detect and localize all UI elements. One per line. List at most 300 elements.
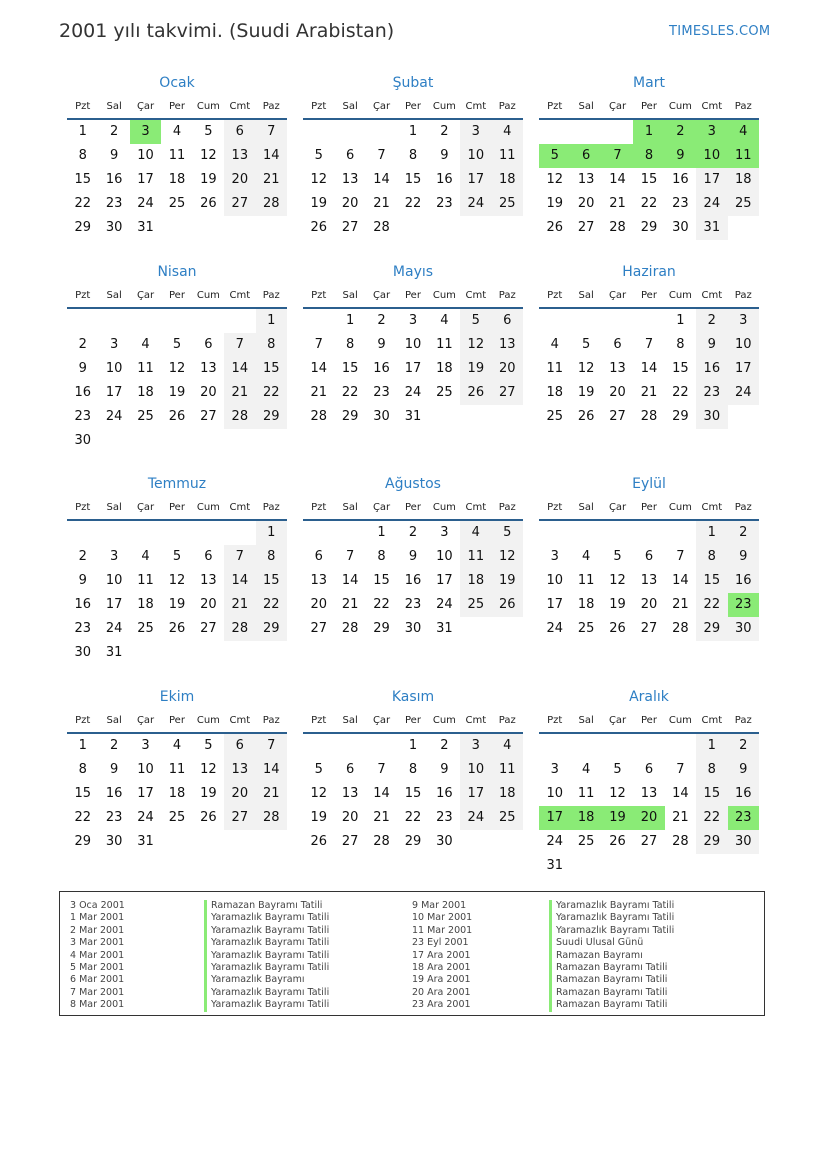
- day-cell[interactable]: 5: [613, 549, 622, 564]
- day-cell[interactable]: 25: [460, 593, 491, 617]
- day-cell[interactable]: 7: [644, 337, 654, 352]
- day-cell[interactable]: 26: [609, 621, 626, 636]
- day-cell[interactable]: 17: [696, 168, 727, 192]
- day-cell[interactable]: 28: [310, 409, 327, 424]
- day-cell[interactable]: 13: [341, 786, 359, 801]
- day-cell[interactable]: 27: [609, 409, 626, 424]
- day-cell[interactable]: 15: [640, 172, 658, 187]
- day-cell[interactable]: 12: [310, 172, 327, 187]
- day-cell[interactable]: 5: [581, 337, 591, 352]
- day-cell[interactable]: 15: [696, 782, 727, 806]
- day-cell[interactable]: 14: [310, 361, 327, 376]
- day-cell[interactable]: 8: [696, 545, 727, 569]
- day-cell[interactable]: 23: [105, 196, 123, 211]
- day-cell[interactable]: 11: [168, 762, 186, 777]
- day-cell[interactable]: 19: [310, 196, 327, 211]
- day-cell[interactable]: 14: [373, 172, 390, 187]
- day-cell[interactable]: 28: [672, 621, 689, 636]
- day-cell[interactable]: 2: [78, 337, 87, 352]
- day-cell[interactable]: 25: [168, 810, 186, 825]
- day-cell[interactable]: 28: [256, 806, 287, 830]
- day-cell[interactable]: 1: [345, 313, 355, 328]
- day-cell[interactable]: 29: [256, 405, 287, 429]
- holiday-day-cell[interactable]: 19: [602, 806, 633, 830]
- day-cell[interactable]: 8: [696, 758, 727, 782]
- day-cell[interactable]: 12: [168, 361, 186, 376]
- day-cell[interactable]: 30: [373, 409, 390, 424]
- day-cell[interactable]: 15: [696, 569, 727, 593]
- day-cell[interactable]: 4: [172, 124, 182, 139]
- day-cell[interactable]: 29: [373, 621, 390, 636]
- day-cell[interactable]: 14: [341, 573, 359, 588]
- day-cell[interactable]: 2: [440, 738, 449, 753]
- day-cell[interactable]: 11: [460, 545, 491, 569]
- day-cell[interactable]: 30: [728, 617, 759, 641]
- holiday-day-cell[interactable]: 10: [696, 144, 727, 168]
- day-cell[interactable]: 4: [141, 337, 150, 352]
- day-cell[interactable]: 22: [672, 385, 689, 400]
- day-cell[interactable]: 16: [105, 172, 123, 187]
- day-cell[interactable]: 22: [404, 810, 422, 825]
- day-cell[interactable]: 29: [74, 220, 91, 235]
- day-cell[interactable]: 23: [373, 385, 390, 400]
- day-cell[interactable]: 19: [168, 597, 186, 612]
- day-cell[interactable]: 25: [492, 192, 523, 216]
- day-cell[interactable]: 30: [404, 621, 422, 636]
- day-cell[interactable]: 23: [74, 621, 91, 636]
- day-cell[interactable]: 5: [172, 549, 182, 564]
- day-cell[interactable]: 31: [696, 216, 727, 240]
- day-cell[interactable]: 1: [256, 521, 287, 545]
- day-cell[interactable]: 8: [256, 333, 287, 357]
- day-cell[interactable]: 30: [672, 220, 689, 235]
- day-cell[interactable]: 7: [676, 549, 685, 564]
- day-cell[interactable]: 19: [609, 597, 626, 612]
- day-cell[interactable]: 5: [460, 309, 491, 333]
- holiday-day-cell[interactable]: 23: [728, 593, 759, 617]
- day-cell[interactable]: 21: [609, 196, 626, 211]
- day-cell[interactable]: 2: [377, 313, 386, 328]
- day-cell[interactable]: 7: [224, 333, 255, 357]
- day-cell[interactable]: 21: [373, 810, 390, 825]
- day-cell[interactable]: 21: [373, 196, 390, 211]
- day-cell[interactable]: 10: [460, 758, 491, 782]
- day-cell[interactable]: 13: [310, 573, 327, 588]
- day-cell[interactable]: 18: [460, 569, 491, 593]
- day-cell[interactable]: 31: [404, 409, 422, 424]
- day-cell[interactable]: 13: [640, 573, 658, 588]
- day-cell[interactable]: 20: [577, 196, 595, 211]
- day-cell[interactable]: 29: [256, 617, 287, 641]
- day-cell[interactable]: 11: [492, 758, 523, 782]
- day-cell[interactable]: 15: [256, 357, 287, 381]
- day-cell[interactable]: 10: [105, 573, 123, 588]
- day-cell[interactable]: 14: [224, 569, 255, 593]
- day-cell[interactable]: 15: [672, 361, 689, 376]
- day-cell[interactable]: 14: [224, 357, 255, 381]
- day-cell[interactable]: 6: [644, 549, 654, 564]
- day-cell[interactable]: 27: [492, 381, 523, 405]
- day-cell[interactable]: 6: [314, 549, 323, 564]
- holiday-day-cell[interactable]: 9: [665, 144, 696, 168]
- day-cell[interactable]: 15: [404, 172, 422, 187]
- holiday-day-cell[interactable]: 3: [130, 120, 161, 144]
- day-cell[interactable]: 22: [696, 593, 727, 617]
- day-cell[interactable]: 30: [696, 405, 727, 429]
- day-cell[interactable]: 3: [550, 549, 559, 564]
- day-cell[interactable]: 11: [436, 337, 453, 352]
- day-cell[interactable]: 13: [200, 573, 217, 588]
- day-cell[interactable]: 9: [377, 337, 386, 352]
- day-cell[interactable]: 5: [172, 337, 182, 352]
- day-cell[interactable]: 30: [74, 645, 91, 660]
- day-cell[interactable]: 11: [546, 361, 563, 376]
- day-cell[interactable]: 6: [613, 337, 622, 352]
- day-cell[interactable]: 10: [460, 144, 491, 168]
- day-cell[interactable]: 24: [460, 806, 491, 830]
- day-cell[interactable]: 22: [373, 597, 390, 612]
- day-cell[interactable]: 31: [436, 621, 453, 636]
- day-cell[interactable]: 15: [74, 172, 91, 187]
- day-cell[interactable]: 25: [137, 621, 154, 636]
- day-cell[interactable]: 27: [224, 192, 255, 216]
- day-cell[interactable]: 21: [224, 381, 255, 405]
- day-cell[interactable]: 4: [492, 734, 523, 758]
- day-cell[interactable]: 4: [172, 738, 182, 753]
- day-cell[interactable]: 29: [696, 830, 727, 854]
- day-cell[interactable]: 21: [341, 597, 359, 612]
- day-cell[interactable]: 12: [200, 148, 217, 163]
- day-cell[interactable]: 27: [200, 621, 217, 636]
- day-cell[interactable]: 23: [74, 409, 91, 424]
- day-cell[interactable]: 6: [345, 148, 355, 163]
- day-cell[interactable]: 6: [204, 549, 213, 564]
- day-cell[interactable]: 22: [640, 196, 658, 211]
- day-cell[interactable]: 31: [137, 834, 154, 849]
- day-cell[interactable]: 17: [137, 172, 154, 187]
- day-cell[interactable]: 21: [310, 385, 327, 400]
- day-cell[interactable]: 29: [640, 220, 658, 235]
- day-cell[interactable]: 23: [672, 196, 689, 211]
- day-cell[interactable]: 17: [137, 786, 154, 801]
- day-cell[interactable]: 3: [728, 309, 759, 333]
- day-cell[interactable]: 7: [377, 762, 386, 777]
- day-cell[interactable]: 25: [436, 385, 453, 400]
- day-cell[interactable]: 12: [546, 172, 563, 187]
- day-cell[interactable]: 2: [696, 309, 727, 333]
- day-cell[interactable]: 24: [105, 409, 123, 424]
- day-cell[interactable]: 9: [728, 758, 759, 782]
- day-cell[interactable]: 22: [256, 381, 287, 405]
- day-cell[interactable]: 27: [640, 834, 658, 849]
- day-cell[interactable]: 4: [460, 521, 491, 545]
- day-cell[interactable]: 12: [460, 333, 491, 357]
- day-cell[interactable]: 2: [109, 124, 119, 139]
- day-cell[interactable]: 17: [546, 597, 563, 612]
- day-cell[interactable]: 3: [550, 762, 559, 777]
- day-cell[interactable]: 7: [676, 762, 685, 777]
- holiday-day-cell[interactable]: 23: [728, 806, 759, 830]
- day-cell[interactable]: 23: [436, 810, 453, 825]
- day-cell[interactable]: 25: [168, 196, 186, 211]
- day-cell[interactable]: 29: [341, 409, 359, 424]
- day-cell[interactable]: 1: [78, 124, 87, 139]
- day-cell[interactable]: 24: [137, 196, 154, 211]
- day-cell[interactable]: 9: [109, 148, 119, 163]
- day-cell[interactable]: 1: [676, 313, 685, 328]
- day-cell[interactable]: 18: [577, 597, 595, 612]
- day-cell[interactable]: 26: [492, 593, 523, 617]
- day-cell[interactable]: 6: [345, 762, 355, 777]
- day-cell[interactable]: 16: [436, 172, 453, 187]
- day-cell[interactable]: 17: [460, 168, 491, 192]
- day-cell[interactable]: 27: [577, 220, 595, 235]
- day-cell[interactable]: 9: [696, 333, 727, 357]
- day-cell[interactable]: 9: [78, 361, 87, 376]
- holiday-day-cell[interactable]: 3: [696, 120, 727, 144]
- day-cell[interactable]: 9: [440, 762, 449, 777]
- day-cell[interactable]: 2: [78, 549, 87, 564]
- day-cell[interactable]: 13: [200, 361, 217, 376]
- day-cell[interactable]: 4: [492, 120, 523, 144]
- day-cell[interactable]: 18: [546, 385, 563, 400]
- day-cell[interactable]: 24: [460, 192, 491, 216]
- day-cell[interactable]: 26: [609, 834, 626, 849]
- day-cell[interactable]: 21: [672, 597, 689, 612]
- day-cell[interactable]: 16: [74, 385, 91, 400]
- day-cell[interactable]: 9: [78, 573, 87, 588]
- day-cell[interactable]: 20: [492, 357, 523, 381]
- day-cell[interactable]: 25: [577, 621, 595, 636]
- day-cell[interactable]: 10: [105, 361, 123, 376]
- day-cell[interactable]: 28: [672, 834, 689, 849]
- day-cell[interactable]: 1: [256, 309, 287, 333]
- day-cell[interactable]: 1: [377, 525, 386, 540]
- day-cell[interactable]: 16: [74, 597, 91, 612]
- day-cell[interactable]: 23: [404, 597, 422, 612]
- day-cell[interactable]: 24: [137, 810, 154, 825]
- day-cell[interactable]: 4: [440, 313, 449, 328]
- day-cell[interactable]: 5: [314, 762, 323, 777]
- day-cell[interactable]: 2: [408, 525, 418, 540]
- day-cell[interactable]: 8: [78, 148, 87, 163]
- day-cell[interactable]: 29: [672, 409, 689, 424]
- day-cell[interactable]: 19: [200, 172, 217, 187]
- day-cell[interactable]: 4: [550, 337, 559, 352]
- day-cell[interactable]: 26: [168, 409, 186, 424]
- day-cell[interactable]: 15: [404, 786, 422, 801]
- day-cell[interactable]: 13: [224, 758, 255, 782]
- holiday-day-cell[interactable]: 17: [539, 806, 570, 830]
- day-cell[interactable]: 6: [492, 309, 523, 333]
- day-cell[interactable]: 28: [224, 617, 255, 641]
- day-cell[interactable]: 19: [310, 810, 327, 825]
- day-cell[interactable]: 26: [310, 834, 327, 849]
- day-cell[interactable]: 3: [408, 313, 418, 328]
- day-cell[interactable]: 3: [109, 337, 119, 352]
- day-cell[interactable]: 4: [141, 549, 150, 564]
- day-cell[interactable]: 8: [408, 148, 418, 163]
- day-cell[interactable]: 25: [728, 192, 759, 216]
- day-cell[interactable]: 13: [577, 172, 595, 187]
- day-cell[interactable]: 6: [224, 120, 255, 144]
- day-cell[interactable]: 16: [696, 357, 727, 381]
- day-cell[interactable]: 3: [460, 120, 491, 144]
- day-cell[interactable]: 23: [105, 810, 123, 825]
- day-cell[interactable]: 21: [256, 168, 287, 192]
- day-cell[interactable]: 22: [256, 593, 287, 617]
- day-cell[interactable]: 26: [546, 220, 563, 235]
- holiday-day-cell[interactable]: 18: [570, 806, 601, 830]
- day-cell[interactable]: 22: [341, 385, 359, 400]
- day-cell[interactable]: 10: [546, 573, 563, 588]
- holiday-day-cell[interactable]: 7: [602, 144, 633, 168]
- day-cell[interactable]: 7: [256, 120, 287, 144]
- day-cell[interactable]: 30: [436, 834, 453, 849]
- day-cell[interactable]: 17: [436, 573, 453, 588]
- holiday-day-cell[interactable]: 1: [633, 120, 664, 144]
- day-cell[interactable]: 15: [341, 361, 359, 376]
- day-cell[interactable]: 12: [492, 545, 523, 569]
- day-cell[interactable]: 26: [200, 810, 217, 825]
- day-cell[interactable]: 31: [546, 858, 563, 873]
- day-cell[interactable]: 3: [141, 738, 150, 753]
- day-cell[interactable]: 26: [168, 621, 186, 636]
- day-cell[interactable]: 18: [168, 172, 186, 187]
- day-cell[interactable]: 24: [105, 621, 123, 636]
- day-cell[interactable]: 20: [609, 385, 626, 400]
- holiday-day-cell[interactable]: 20: [633, 806, 664, 830]
- day-cell[interactable]: 4: [581, 549, 591, 564]
- day-cell[interactable]: 25: [492, 806, 523, 830]
- holiday-day-cell[interactable]: 4: [728, 120, 759, 144]
- day-cell[interactable]: 22: [74, 810, 91, 825]
- day-cell[interactable]: 6: [644, 762, 654, 777]
- day-cell[interactable]: 1: [78, 738, 87, 753]
- day-cell[interactable]: 18: [137, 385, 154, 400]
- day-cell[interactable]: 2: [440, 124, 449, 139]
- day-cell[interactable]: 5: [204, 738, 213, 753]
- day-cell[interactable]: 7: [314, 337, 323, 352]
- day-cell[interactable]: 19: [168, 385, 186, 400]
- day-cell[interactable]: 16: [728, 569, 759, 593]
- day-cell[interactable]: 27: [200, 409, 217, 424]
- day-cell[interactable]: 14: [256, 144, 287, 168]
- day-cell[interactable]: 4: [581, 762, 591, 777]
- holiday-day-cell[interactable]: 6: [570, 144, 601, 168]
- day-cell[interactable]: 26: [460, 381, 491, 405]
- day-cell[interactable]: 11: [577, 573, 595, 588]
- day-cell[interactable]: 13: [492, 333, 523, 357]
- day-cell[interactable]: 8: [345, 337, 355, 352]
- day-cell[interactable]: 10: [728, 333, 759, 357]
- brand-link[interactable]: TIMESLES.COM: [669, 24, 771, 39]
- day-cell[interactable]: 20: [341, 810, 359, 825]
- day-cell[interactable]: 6: [224, 734, 255, 758]
- day-cell[interactable]: 9: [728, 545, 759, 569]
- day-cell[interactable]: 20: [341, 196, 359, 211]
- day-cell[interactable]: 19: [460, 357, 491, 381]
- day-cell[interactable]: 1: [408, 124, 418, 139]
- day-cell[interactable]: 24: [728, 381, 759, 405]
- day-cell[interactable]: 1: [408, 738, 418, 753]
- day-cell[interactable]: 18: [436, 361, 453, 376]
- day-cell[interactable]: 18: [168, 786, 186, 801]
- day-cell[interactable]: 17: [105, 385, 123, 400]
- day-cell[interactable]: 2: [109, 738, 119, 753]
- day-cell[interactable]: 31: [105, 645, 123, 660]
- day-cell[interactable]: 26: [577, 409, 595, 424]
- day-cell[interactable]: 17: [728, 357, 759, 381]
- day-cell[interactable]: 18: [492, 168, 523, 192]
- day-cell[interactable]: 29: [696, 617, 727, 641]
- day-cell[interactable]: 24: [436, 597, 453, 612]
- day-cell[interactable]: 30: [105, 220, 123, 235]
- day-cell[interactable]: 7: [224, 545, 255, 569]
- day-cell[interactable]: 12: [168, 573, 186, 588]
- day-cell[interactable]: 27: [341, 834, 359, 849]
- day-cell[interactable]: 17: [404, 361, 422, 376]
- day-cell[interactable]: 22: [696, 806, 727, 830]
- day-cell[interactable]: 12: [310, 786, 327, 801]
- day-cell[interactable]: 29: [404, 834, 422, 849]
- day-cell[interactable]: 8: [408, 762, 418, 777]
- day-cell[interactable]: 3: [109, 549, 119, 564]
- day-cell[interactable]: 20: [200, 597, 217, 612]
- day-cell[interactable]: 28: [640, 409, 658, 424]
- day-cell[interactable]: 3: [440, 525, 449, 540]
- day-cell[interactable]: 19: [546, 196, 563, 211]
- day-cell[interactable]: 28: [256, 192, 287, 216]
- day-cell[interactable]: 10: [436, 549, 453, 564]
- day-cell[interactable]: 11: [492, 144, 523, 168]
- day-cell[interactable]: 13: [224, 144, 255, 168]
- day-cell[interactable]: 27: [310, 621, 327, 636]
- day-cell[interactable]: 16: [672, 172, 689, 187]
- day-cell[interactable]: 30: [74, 433, 91, 448]
- day-cell[interactable]: 25: [137, 409, 154, 424]
- holiday-day-cell[interactable]: 5: [539, 144, 570, 168]
- day-cell[interactable]: 7: [256, 734, 287, 758]
- day-cell[interactable]: 19: [200, 786, 217, 801]
- day-cell[interactable]: 7: [345, 549, 355, 564]
- holiday-day-cell[interactable]: 11: [728, 144, 759, 168]
- day-cell[interactable]: 14: [672, 786, 689, 801]
- day-cell[interactable]: 18: [492, 782, 523, 806]
- day-cell[interactable]: 17: [105, 597, 123, 612]
- day-cell[interactable]: 31: [137, 220, 154, 235]
- day-cell[interactable]: 24: [404, 385, 422, 400]
- day-cell[interactable]: 29: [74, 834, 91, 849]
- day-cell[interactable]: 24: [696, 192, 727, 216]
- day-cell[interactable]: 20: [640, 597, 658, 612]
- day-cell[interactable]: 1: [696, 521, 727, 545]
- day-cell[interactable]: 20: [224, 168, 255, 192]
- day-cell[interactable]: 7: [377, 148, 386, 163]
- day-cell[interactable]: 5: [314, 148, 323, 163]
- day-cell[interactable]: 3: [460, 734, 491, 758]
- day-cell[interactable]: 11: [168, 148, 186, 163]
- day-cell[interactable]: 21: [224, 593, 255, 617]
- day-cell[interactable]: 17: [460, 782, 491, 806]
- day-cell[interactable]: 10: [137, 762, 154, 777]
- day-cell[interactable]: 8: [256, 545, 287, 569]
- day-cell[interactable]: 22: [404, 196, 422, 211]
- day-cell[interactable]: 27: [341, 220, 359, 235]
- day-cell[interactable]: 21: [640, 385, 658, 400]
- day-cell[interactable]: 28: [341, 621, 359, 636]
- day-cell[interactable]: 13: [609, 361, 626, 376]
